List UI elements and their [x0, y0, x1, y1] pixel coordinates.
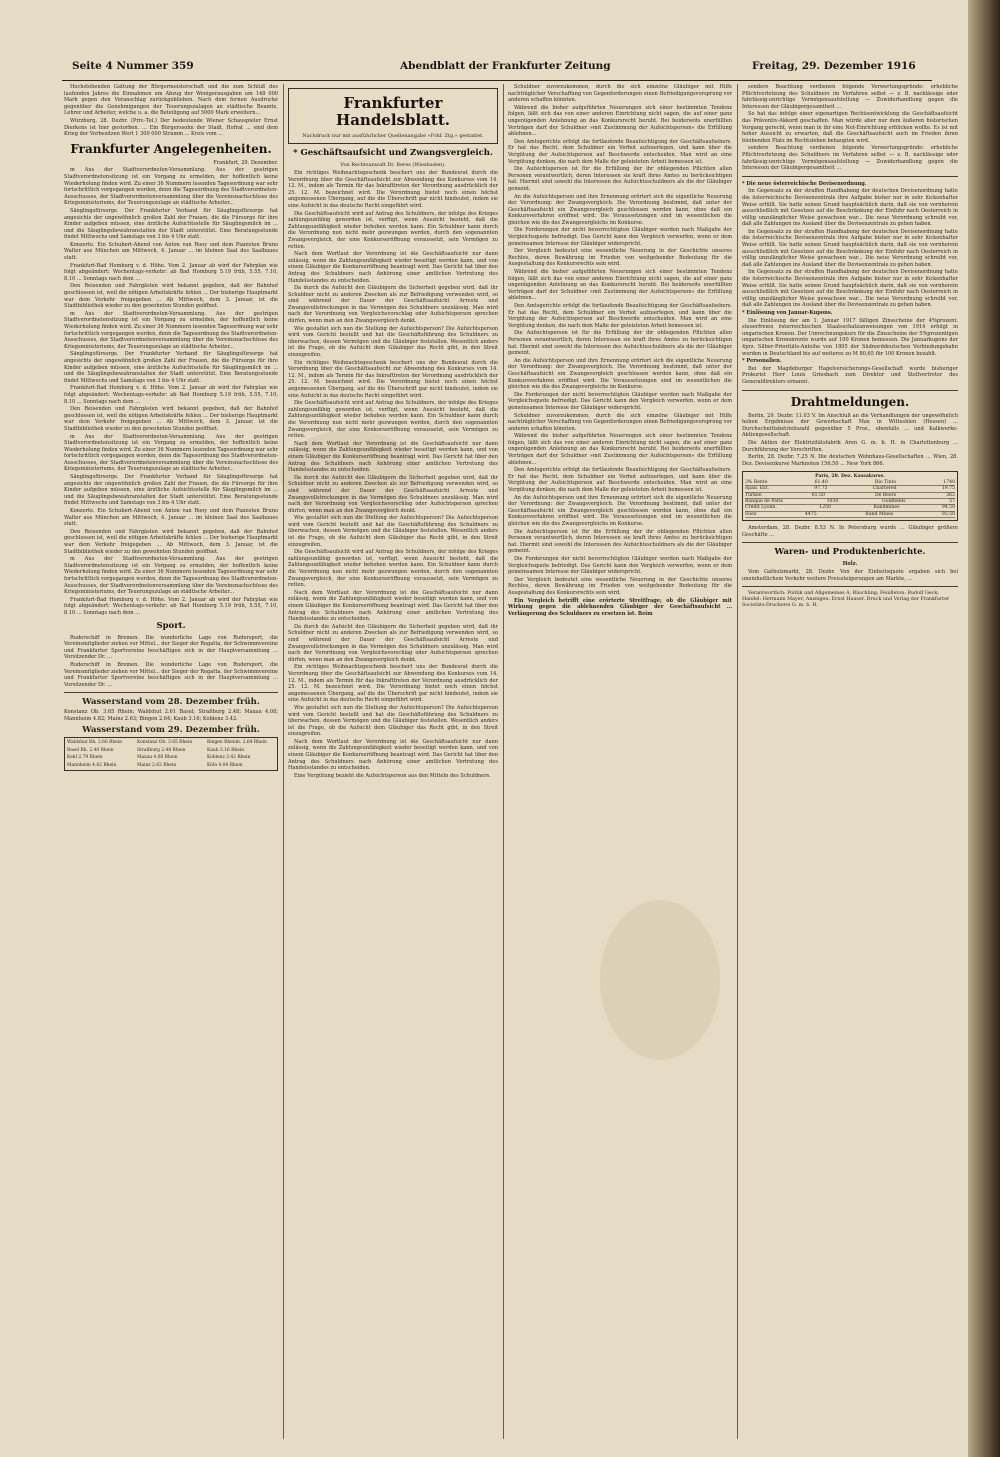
article-paragraph: Wie gestaltet sich nun die Stellung der Aufsichtsperson? Die Aufsichtsperson wird vom Gericht bestellt und hat die Geschäftsführung des Schuldners zu überwachen, dessen Vermögen und die Gläubiger feststellen. Wesentlich anders ist die Frage, ob die Aufsicht dem Gläubiger das Recht gibt, in den Streit einzugreifen. [288, 515, 498, 548]
issue-date-header: Freitag, 29. Dezember 1916 [752, 60, 916, 72]
article-paragraph: So hat das infolge einer eigenartigen Rechtsentwicklung die Geschäftsaufsicht das Präventiv-Akkord geschaffen. Man würde aber nur dem äußeren historischen Vorgang gerecht, wenn man in ihr eine Not-Einrichtung erblicken wollte. Es ist mit hoher Aussicht zu erwarten, daß die Geschäftsaufsicht auch im Frieden ihren bleibenden Platz im Rechtsleben behaupten wird. [742, 111, 958, 144]
sport-paragraph: Ruderschiff in Bremen. Die wunderliche Lage von Rudersport, die Vereinsmitglieder ziehen vor Mittel... der Sieger der Regatta, der Schwimmvereine und Frankfurter Sportvereine beschäftigen sich in der Hauptversammlung ... Vorsitzender Dr. ... [64, 661, 278, 688]
article-paragraph: m Aus der Stadtverordneten-Versammlung. Aus der gestrigen Stadtverordnetensitzung ist ein Vorgang zu ermelden, der hoffentlich keine Wiederholung finden wird. Zu einer 36 Nummern lesenden Tagesordnung war sehr fortschrittlich vorgegangen worden, denn die Tagesordnung des Stadtverordneten-Ausschusses, der Stadtverordnetenversammlung über die Vereinsnachschüsse des Kriegsministeriums, der Teuerungszulage an städtische Arbeiter... [64, 433, 278, 473]
article-paragraph: Den Reisenden und Fahrgästen wird bekannt gegeben, daß der Bahnhof geschlossen ist, weil die nötigen Arbeitskräfte fehlen ... Der bisherige Hauptmarkt war dem Verkehr freigegeben ... Ab Mittwoch, dem 3. Januar, ist die Stadtbibliothek wieder zu den gewohnten Stunden geöffnet. [64, 283, 278, 310]
article-paragraph: An die Aufsichtsperson und ihre Ernennung erörtert sich die eigentliche Neuerung der Verordnung: der Zwangsvergleich. Die Verordnung bestimmt, daß unter der Geschäftsaufsicht ein Zwangsvergleich geschlossen werden kann, ohne daß ein Konkursverfahren eröffnet wird. Die Voraussetzungen sind im wesentlichen die gleichen wie die des Zwangsvergleichs im Konkurse. [508, 357, 732, 391]
table-cell: Rio Tinto [874, 479, 897, 485]
water-level-cell: Basel Rh. 2.40 Rhein [67, 747, 114, 753]
article-paragraph: Den Amtsgerichte erfolgt die fortlaufende Beaufsichtigung der Geschäftsaufsehers. Er hat das Recht, dem Schuldner ein Verbot aufzuerlegen, und kann über die Vergütung der Aufsichtsperson auf Beschwerde entscheiden. Man wird an eine Vergütung denken, die nach dem Maße der geleisteten Arbeit bemessen ist. [508, 303, 732, 329]
water-level-cell: Konstanz Ob. 3.65 Rhein [137, 740, 193, 746]
water-level-cell: Bingen Rheinb. 2.64 Rhein [207, 740, 267, 746]
divider-line [742, 586, 958, 587]
article-paragraph: m Aus der Stadtverordneten-Versammlung. Aus der gestrigen Stadtverordnetensitzung ist ein Vorgang zu ermelden, der hoffentlich keine Wiederholung finden wird. Zu einer 36 Nummern lesenden Tagesordnung war sehr fortschrittlich vorgegangen worden, denn die Tagesordnung des Stadtverordneten-Ausschusses, der Stadtverordnetenversammlung über die Vereinsnachschüsse des Kriegsministeriums, der Teuerungszulage an städtische Arbeiter... [64, 556, 278, 596]
water-level-cell: Koblenz 3.42 Rhein [207, 755, 251, 761]
section-heading: Frankfurter Angelegenheiten. [70, 141, 272, 156]
paris-rates-heading: Paris, 28. Dez. Kassakurse. [815, 474, 885, 480]
water-level-cell: Mannheim 4.82 Rhein [67, 762, 117, 768]
article-paragraph: Die Forderungen der nicht bevorrechtigten Gläubiger werden nach Maßgabe der Vergleichsquote befriedigt. Das Gericht kann den Vergleich verwerfen, wenn er dem gemeinsamen Interesse der Gläubiger widerspricht. [508, 391, 732, 411]
commerce-section-heading: Frankfurter Handelsblatt. [336, 94, 450, 129]
sport-heading: Sport. [156, 620, 186, 631]
table-cell: Goldfields [882, 498, 906, 504]
wood-paragraph: Vom Gatholzmarkt, 28. Dezbr. Von der Einheitsquote ergaben sich bei uneinheitlichem Verkehr weitere Preissteigerungen am Markte, ... [742, 568, 958, 582]
table-cell: 1250 [819, 505, 831, 511]
table-cell: 19.75 [941, 486, 955, 492]
article-paragraph: Eine Vergütung bezieht die Aufsichtsperson aus den Mitteln des Schuldners. [294, 772, 491, 779]
article-paragraph: Den Amtsgerichte erfolgt die fortlaufende Beaufsichtigung der Geschäftsaufsehers. Er hat das Recht, dem Schuldner ein Verbot aufzuerlegen, und kann über die Vergütung der Aufsichtsperson auf Beschwerde entscheiden. Man wird an eine Vergütung denken, die nach dem Maße der geleisteten Arbeit bemessen ist. [508, 467, 732, 494]
intro-paragraph: Würzburg, 28. Dezbr. (Priv.-Tel.) Der bedeutende Wiener Schauspieler Ernst Dierkens ist hier gestorben. ... Ein Bürgerssohn der Stadt, Hofrat ... sind dem Krieg der Vorbesitzen Wert 1 300 000 Stramm ... Kreis vom ... [64, 117, 278, 138]
table-cell: Türken [745, 492, 762, 498]
table-cell: Randmines [873, 505, 900, 511]
header-rule [62, 80, 932, 81]
article-paragraph: m Aus der Stadtverordneten-Versammlung. Aus der gestrigen Stadtverordnetensitzung ist ein Vorgang zu ermelden, der hoffentlich keine Wiederholung finden wird. Zu einer 36 Nummern lesenden Tagesordnung war sehr fortschrittlich vorgegangen worden, denn die Tagesordnung des Stadtverordneten-Ausschusses, der Stadtverordnetenversammlung über die Vereinsnachschüsse des Kriegsministeriums, der Teuerungszulage an städtische Arbeiter... [64, 167, 278, 207]
article-paragraph: Die Aufsichtsperson ist für die Erfüllung der ihr obliegenden Pflichten allen Personen verantwortlich, deren Interessen sie kraft ihres Amtes zu berücksichtigen hat. Hiermit sind sowohl die Interessen des Aufsichtsschuldners als die der Gläubiger gemeint. [508, 330, 732, 357]
article-paragraph: Nach dem Wortlaut der Verordnung ist die Geschäftsaufsicht nur dann zulässig, wenn die Zahlungsunfähigkeit wieder beseitigt werden kann, und von einem Gläubiger die Konkurseröffnung beantragt wird. Das Gericht hat über den Antrag des Schuldners nach Anhörung einer amtlichen Vertretung des Handelsstandes zu entscheiden. [288, 589, 498, 623]
column-local-news [64, 84, 278, 1434]
article-paragraph: Nach dem Wortlaut der Verordnung ist die Geschäftsaufsicht nur dann zulässig, wenn die Zahlungsunfähigkeit wieder beseitigt werden kann, und von einem Gläubiger die Konkurseröffnung beantragt wird. Das Gericht hat über den Antrag des Schuldners nach Anhörung einer amtlichen Vertretung des Handelsstandes zu entscheiden. [288, 440, 498, 474]
article-paragraph: Nach dem Wortlaut der Verordnung ist die Geschäftsaufsicht nur dann zulässig, wenn die Zahlungsunfähigkeit wieder beseitigt werden kann, und von einem Gläubiger die Konkurseröffnung beantragt wird. Das Gericht hat über den Antrag des Schuldners nach Anhörung einer amtlichen Vertretung des Handelsstandes zu entscheiden. [288, 251, 498, 284]
telegram-paragraph: Die Aktien der Elektrizitätsfabrik Aren G. m. b. H. in Charlottenburg ... Durchführung der Vorschriften. [742, 439, 958, 453]
water-level-cell: Köln 4.04 Rhein [207, 762, 243, 768]
column-footer-text: Ein Vergleich betrifft eine erörterte Streitfrage; ob die Gläubiger mit Wirkung gegen die ablehnenden Gläubiger der Geschäftsaufsicht ... Verlängerung des Schuldners zu ersetzen ist. Beim [508, 597, 732, 617]
divider-line [742, 176, 958, 177]
article-paragraph: Während die bisher aufgeführten Neuerungen sich einer bestimmten Tendenz folgen, läßt sich das von einer anderen Einrichtung nicht sagen, die auf einer ganz ungenügenden Anlehnung an das Konkursrecht beruht. Bei beiderseits unerfüllten Verträgen darf der Schuldner »mit Zustimmung der Aufsichtsperson« die Erfüllung ablehnen... [508, 269, 732, 302]
column-divider [503, 84, 504, 1439]
article-paragraph: Die Geschäftsaufsicht wird auf Antrag des Schuldners, der infolge des Krieges zahlungsunfähig geworden ist, verfügt, wenn Aussicht besteht, daß die Zahlungsunfähigkeit wieder behoben werden kann. Ein Schuldner kann durch die Verordnung nun nicht mehr gezwungen werden, durch den sogenannten Zwangsvergleich, der eine Konkurseröffnung voraussetzt, sein Vermögen zu retten. [288, 210, 498, 250]
table-cell: 94.50 [941, 505, 955, 511]
divider-line [64, 692, 278, 693]
article-paragraph: Ein richtiges Weihnachtsgeschenk beschert uns der Bundesrat durch die Verordnung über die Geschäftsaufsicht zur Abwendung des Konkurses vom 14. 12. M., indem als Termin für das Inkrafttreten der Verordnung ausdrücklich der 25. 12. M. bezeichnet wird. Die Verordnung bietet noch einen höchst angemessenen Übergang, auf die die Überschrift gar nicht hindeutet, indem sie eine Aufsicht in das deutsche Recht eingeführt wird. [288, 170, 498, 209]
januar-heading: * Einlösung von Januar-Kupons. [742, 310, 833, 316]
sport-paragraph: Ruderschiff in Bremen. Die wunderliche Lage von Rudersport, die Vereinsmitglieder ziehen vor Mittel... der Sieger der Regatta, der Schwimmvereine und Frankfurter Sportvereine beschäftigen sich in der Hauptversammlung ... Vorsitzender Dr. ... [64, 634, 278, 661]
table-cell: Chartered [872, 486, 897, 492]
article-paragraph: Sänglingsfürsorge. Der Frankfurter Verband für Säuglingsfürsorge hat angesichts der ungewöhnlich großen Zahl der Frauen, die die Fürsorge für ihre Kinder aufgeben müssen, eine ärztliche Aufsichtsstelle für Säuglingsmilch im ... und die Säuglingsbewahranstalten der Stadt unterstützt. Eine Beratungsstunde findet Mittwochs und Samstags von 3 bis 4 Uhr statt. [64, 207, 278, 241]
masthead-title: Abendblatt der Frankfurter Zeitung [400, 60, 611, 72]
commerce-masthead-box [288, 88, 498, 144]
page-number-header: Seite 4 Nummer 359 [72, 60, 194, 72]
table-cell: Banque de Paris [745, 498, 783, 504]
paris-rates-table [742, 471, 958, 521]
telegram-heading: Drahtmeldungen. [790, 394, 910, 409]
column-commerce [288, 84, 498, 1434]
table-cell: Suez [745, 511, 757, 517]
commodities-heading: Waren- und Produktenberichte. [774, 547, 926, 558]
article-paragraph: Die Aufsichtsperson ist für die Erfüllung der ihr obliegenden Pflichten allen Personen verantwortlich, deren Interessen sie kraft ihres Amtes zu berücksichtigen hat. Hiermit sind sowohl die Interessen des Aufsichtsschuldners als die der Gläubiger gemeint. [508, 166, 732, 192]
article-paragraph: An die Aufsichtsperson und ihre Ernennung erörtert sich die eigentliche Neuerung der Verordnung: der Zwangsvergleich. Die Verordnung bestimmt, daß unter der Geschäftsaufsicht ein Zwangsvergleich geschlossen werden kann, ohne daß ein Konkursverfahren eröffnet wird. Die Voraussetzungen sind im wesentlichen die gleichen wie die des Zwangsvergleichs im Konkurse. [508, 193, 732, 226]
article-paragraph: Da durch die Aufsicht den Gläubigern die Sicherheit gegeben wird, daß ihr Schuldner nicht zu anderen Zwecken als zur Befriedigung verwenden wird, so sind während der Dauer der Geschäftsaufsicht Arreste und Zwangsvollstreckungen in das Vermögen des Schuldners unzulässig. Man wird nach der Verordnung von Vergleichsvorschlag oder Aufsichtsperson sprechen dürfen, wenn man an den Zwangsvergleich denkt. [288, 285, 498, 325]
article-paragraph: Ein richtiges Weihnachtsgeschenk beschert uns der Bundesrat durch die Verordnung über die Geschäftsaufsicht zur Abwendung des Konkurses vom 14. 12. M., indem als Termin für das Inkrafttreten der Verordnung ausdrücklich der 25. 12. M. bezeichnet wird. Die Verordnung bietet noch einen höchst angemessenen Übergang, auf die die Überschrift gar nicht hindeutet, indem sie eine Aufsicht in das deutsche Recht eingeführt wird. [288, 359, 498, 399]
dateline: Frankfurt, 29. Dezember. [213, 159, 278, 166]
article-paragraph: Die Forderungen der nicht bevorrechtigten Gläubiger werden nach Maßgabe der Vergleichsquote befriedigt. Das Gericht kann den Vergleich verwerfen, wenn er dem gemeinsamen Interesse der Gläubiger widerspricht. [508, 555, 732, 576]
article-paragraph: Da durch die Aufsicht den Gläubigern die Sicherheit gegeben wird, daß ihr Schuldner nicht zu anderen Zwecken als zur Befriedigung verwenden wird, so sind während der Dauer der Geschäftsaufsicht Arreste und Zwangsvollstreckungen in das Vermögen des Schuldners unzulässig. Man wird nach der Verordnung von Vergleichsvorschlag oder Aufsichtsperson sprechen dürfen, wenn man an den Zwangsvergleich denkt. [288, 474, 498, 514]
article-byline: Von Rechtsanwalt Dr. Beres (Wiesbaden). [340, 162, 446, 168]
article-paragraph: Frankfurt-Bad Homburg v. d. Höhe. Vom 2. Januar ab wird der Fahrplan wie folgt abgeändert: Wochentags-verkehr: ab Bad Homburg 5.19 früh, 5.55, 7.10, 8.10 ... Sonntags nach dem ... [64, 262, 278, 282]
article-paragraph: Während die bisher aufgeführten Neuerungen sich einer bestimmten Tendenz folgen, läßt sich das von einer anderen Einrichtung nicht sagen, die auf einer ganz ungenügenden Anlehnung an das Konkursrecht beruht. Bei beiderseits unerfüllten Verträgen darf der Schuldner »mit Zustimmung der Aufsichtsperson« die Erfüllung ablehnen... [508, 433, 732, 466]
article-paragraph: Wie gestaltet sich nun die Stellung der Aufsichtsperson? Die Aufsichtsperson wird vom Gericht bestellt und hat die Geschäftsführung des Schuldners zu überwachen, dessen Vermögen und die Gläubiger feststellen. Wesentlich anders ist die Frage, ob die Aufsicht dem Gläubiger das Recht gibt, in den Streit einzugreifen. [288, 325, 498, 359]
water-level-cell: Kaub 3.16 Rhein [207, 747, 245, 753]
article-paragraph: Konzerte. Ein Schubert-Abend von Anton van Rooy und dem Pianisten Bruno Walter aus München am Mittwoch, 4. Januar ... im kleinen Saal des Saalbaues statt. [64, 241, 278, 262]
article-paragraph: Nach dem Wortlaut der Verordnung ist die Geschäftsaufsicht nur dann zulässig, wenn die Zahlungsunfähigkeit wieder beseitigt werden kann, und von einem Gläubiger die Konkurseröffnung beantragt wird. Das Gericht hat über den Antrag des Schuldners nach Anhörung einer amtlichen Vertretung des Handelsstandes zu entscheiden. [288, 738, 498, 772]
wood-heading: Holz. [842, 561, 858, 568]
divider-line [742, 390, 958, 391]
article-paragraph: Der Vergleich bedeutet eine wesentliche Neuerung in der Geschichte unseres Rechtes, deren Bewährung im Frieden von weitgehender Bedeutung für die Ausgestaltung des Konkursrechts sein wird. [508, 576, 732, 596]
water-level-cell: Straßburg 2.48 Rhein [137, 747, 186, 753]
article-paragraph: m Aus der Stadtverordneten-Versammlung. Aus der gestrigen Stadtverordnetensitzung ist ein Vorgang zu ermelden, der hoffentlich keine Wiederholung finden wird. Zu einer 36 Nummern lesenden Tagesordnung war sehr fortschrittlich vorgegangen worden, denn die Tagesordnung des Stadtverordneten-Ausschusses, der Stadtverordnetenversammlung über die Vereinsnachschüsse des Kriegsministeriums, der Teuerungszulage an städtische Arbeiter... [64, 310, 278, 350]
personalien-heading: * Personalien. [742, 358, 782, 365]
article-paragraph: sondere Beachtung verdienen folgende Verwertungsgründe: erhebliche Pflichtverletzung des Schuldners im Verfahren selbst — z. B. nachlässige oder fahrlässig-unrichtige Vermögensaufstellung — Zuwiderhandlung gegen die Interessen der Gläubigergesamtheit ... [742, 145, 958, 172]
water-level-cell: Mainz 2.63 Rhein [137, 762, 177, 768]
table-cell: 362 [946, 492, 955, 498]
water-level-line: Konstanz Ob. 3.65 Rhein; Waldshut 2.61 Basel; Straßburg 2.48; Maxau 4.08; Mannheim 4.82; Mainz 2.63; Bingen 2.64; Kaub 3.16; Koblenz 3.42. [64, 709, 278, 722]
article-paragraph: Den Reisenden und Fahrgästen wird bekannt gegeben, daß der Bahnhof geschlossen ist, weil die nötigen Arbeitskräfte fehlen ... Der bisherige Hauptmarkt war dem Verkehr freigegeben ... Ab Mittwoch, dem 3. Januar, ist die Stadtbibliothek wieder zu den gewohnten Stunden geöffnet. [64, 528, 278, 555]
column-divider [737, 84, 738, 1439]
article-paragraph: Während die bisher aufgeführten Neuerungen sich einer bestimmten Tendenz folgen, läßt sich das von einer anderen Einrichtung nicht sagen, die auf einer ganz ungenügenden Anlehnung an das Konkursrecht beruht. Bei beiderseits unerfüllten Verträgen darf der Schuldner »mit Zustimmung der Aufsichtsperson« die Erfüllung ablehnen... [508, 104, 732, 138]
telegram-paragraph: Amsterdam, 28. Dezbr. 8.53 N. In Petersburg wurde ... Gläubiger größere Geschäfte ... [742, 525, 958, 538]
table-row [745, 512, 955, 518]
divider-line [742, 542, 958, 543]
article-paragraph: Ein richtiges Weihnachtsgeschenk beschert uns der Bundesrat durch die Verordnung über die Geschäftsaufsicht zur Abwendung des Konkurses vom 14. 12. M., indem als Termin für das Inkrafttreten der Verordnung ausdrücklich der 25. 12. M. bezeichnet wird. Die Verordnung bietet noch einen höchst angemessenen Übergang, auf die die Überschrift gar nicht hindeutet, indem sie eine Aufsicht in das deutsche Recht eingeführt wird. [288, 664, 498, 704]
personalien-paragraph: Bei der Magdeburger Hagelversicherungs-Gesellschaft wurde bisheriger Prokurist Herr Louis Griesbach zum Direktor und Stellvertreter des Generaldirektors ernannt. [742, 365, 958, 385]
article-paragraph: Die Forderungen der nicht bevorrechtigten Gläubiger werden nach Maßgabe der Vergleichsquote befriedigt. Das Gericht kann den Vergleich verwerfen, wenn er dem gemeinsamen Interesse der Gläubiger widerspricht. [508, 227, 732, 247]
article-paragraph: Konzerte. Ein Schubert-Abend von Anton van Rooy und dem Pianisten Bruno Walter aus München am Mittwoch, 4. Januar ... im kleinen Saal des Saalbaues statt. [64, 508, 278, 528]
article-paragraph: Schuldner zuvorzukommen, durch die sich einzelne Gläubiger mit Hilfe nachträglicher Verschaffung von Gegenforderungen einen Befriedigungsvorsprung vor anderen schaffen könnten. [508, 412, 732, 432]
article-paragraph: Den Reisenden und Fahrgästen wird bekannt gegeben, daß der Bahnhof geschlossen ist, weil die nötigen Arbeitskräfte fehlen ... Der bisherige Hauptmarkt war dem Verkehr freigegeben ... Ab Mittwoch, dem 3. Januar, ist die Stadtbibliothek wieder zu den gewohnten Stunden geöffnet. [64, 406, 278, 432]
devisen-heading: * Die neue österreichische Devisenordnung. [742, 180, 867, 187]
article-paragraph: Sänglingsfürsorge. Der Frankfurter Verband für Säuglingsfürsorge hat angesichts der ungewöhnlich großen Zahl der Frauen, die die Fürsorge für ihre Kinder aufgeben müssen, eine ärztliche Aufsichtsstelle für Säuglingsmilch im ... und die Säuglingsbewahranstalten der Stadt unterstützt. Eine Beratungsstunde findet Mittwochs und Samstags von 3 bis 4 Uhr statt. [64, 351, 278, 384]
table-cell: Rand Mines [865, 511, 894, 517]
januar-paragraph: Die Einlösung der am 1. Januar 1917 fälligen Zinsscheine der 4%prozent. steuerfreien österreichischen Staatsschatzanweisungen von 1914 erfolgt in ungarischen Kronen. Der Umrechnungskurs für die Zinsscheine der 5%prozentigen ungarischen Kronenrente wurde auf 100 Kronen bemessen. Die Januarkupons der 4prz. Silber-Prioritäts-Anleihe von 1895 der Südnorddeutschen Verbindungsbahn werden in Deutschland bis auf weiteres zu M 80,65 für 100 Kronen bezahlt. [742, 317, 958, 357]
table-cell: De Beers [874, 492, 897, 498]
devisen-paragraph: Im Gegensatz zu der straffen Handhabung der deutschen Devisenordnung hatte die österreichische Devisenzentrale ihre Aufgabe bisher nur in sehr lückenhafter Weise erfüllt. Sie hatte seinen Grund hauptsächlich darin, daß sie von vornherein ausschließlich mit Gesetzen auf die Beschränkung der Einfuhr nach Oesterreich in völlig unzulänglicher Weise gewachsen war... Die neue Verordnung schreibt vor, daß alle Zahlungen ins Ausland über die Devisenzentrale zu gehen haben. [742, 188, 958, 228]
imprint: Verantwortlich: Politik und Allgemeines A. Rüschling; Feuilleton: Rudolf Geck; Handel: Hermann Mayer; Anzeigen: Ernst Hauser. Druck und Verlag der Frankfurter Societäts-Druckerei G. m. b. H. [742, 591, 950, 609]
column-commerce-continued [508, 84, 732, 1434]
column-markets [742, 84, 958, 1434]
article-paragraph: Die Geschäftsaufsicht wird auf Antrag des Schuldners, der infolge des Krieges zahlungsunfähig geworden ist, verfügt, wenn Aussicht besteht, daß die Zahlungsunfähigkeit wieder behoben werden kann. Ein Schuldner kann durch die Verordnung nun nicht mehr gezwungen werden, durch den sogenannten Zwangsvergleich, der eine Konkurseröffnung voraussetzt, sein Vermögen zu retten. [288, 400, 498, 440]
table-cell: 93.50 [941, 511, 955, 517]
table-cell: 61.50 [811, 492, 825, 498]
article-paragraph: An die Aufsichtsperson und ihre Ernennung erörtert sich die eigentliche Neuerung der Verordnung: der Zwangsvergleich. Die Verordnung bestimmt, daß unter der Geschäftsaufsicht ein Zwangsvergleich geschlossen werden kann, ohne daß ein Konkursverfahren eröffnet wird. Die Voraussetzungen sind im wesentlichen die gleichen wie die des Zwangsvergleichs im Konkurse. [508, 494, 732, 527]
devisen-paragraph: Im Gegensatz zu der straffen Handhabung der deutschen Devisenordnung hatte die österreichische Devisenzentrale ihre Aufgabe bisher nur in sehr lückenhafter Weise erfüllt. Sie hatte seinen Grund hauptsächlich darin, daß sie von vornherein ausschließlich mit Gesetzen auf die Beschränkung der Einfuhr nach Oesterreich in völlig unzulänglicher Weise gewachsen war... Die neue Verordnung schreibt vor, daß alle Zahlungen ins Ausland über die Devisenzentrale zu gehen haben. [742, 228, 958, 268]
article-paragraph: Die Aufsichtsperson ist für die Erfüllung der ihr obliegenden Pflichten allen Personen verantwortlich, deren Interessen sie kraft ihres Amtes zu berücksichtigen hat. Hiermit sind sowohl die Interessen des Aufsichtsschuldners als die der Gläubiger gemeint. [508, 528, 732, 555]
water-level-heading: Wasserstand vom 29. Dezember früh. [82, 725, 260, 736]
article-paragraph: Wie gestaltet sich nun die Stellung der Aufsichtsperson? Die Aufsichtsperson wird vom Gericht bestellt und hat die Geschäftsführung des Schuldners zu überwachen, dessen Vermögen und die Gläubiger feststellen. Wesentlich anders ist die Frage, ob die Aufsicht dem Gläubiger das Recht gibt, in den Streit einzugreifen. [288, 704, 498, 738]
commerce-subline: Nachdruck nur mit ausführlicher Quellenangabe »Frkf. Ztg.« gestattet. [302, 133, 484, 139]
article-paragraph: Den Amtsgerichte erfolgt die fortlaufende Beaufsichtigung der Geschäftsaufsehers. Er hat das Recht, dem Schuldner ein Verbot aufzuerlegen, und kann über die Vergütung der Aufsichtsperson auf Beschwerde entscheiden. Man wird an eine Vergütung denken, die nach dem Maße der geleisteten Arbeit bemessen ist. [508, 138, 732, 165]
devisen-paragraph: Im Gegensatz zu der straffen Handhabung der deutschen Devisenordnung hatte die österreichische Devisenzentrale ihre Aufgabe bisher nur in sehr lückenhafter Weise erfüllt. Sie hatte seinen Grund hauptsächlich darin, daß sie von vornherein ausschließlich mit Gesetzen auf die Beschränkung der Einfuhr nach Oesterreich in völlig unzulänglicher Weise gewachsen war... Die neue Verordnung schreibt vor, daß alle Zahlungen ins Ausland über die Devisenzentrale zu gehen haben. [742, 269, 958, 309]
table-cell: 57 [949, 498, 955, 504]
water-level-table [64, 737, 278, 771]
table-cell: Span. Ext. [745, 486, 769, 492]
telegram-paragraph: Berlin, 28. Dezbr. 7.25 N. Die deutschen Wohnhaus-Gesellschaften ... Wien, 28. Dez. Devisenkurse Marknoten 156.50 ... New York 866. [742, 454, 958, 467]
table-cell: 97.75 [814, 486, 828, 492]
article-paragraph: sondere Beachtung verdienen folgende Verwertungsgründe: erhebliche Pflichtverletzung des Schuldners im Verfahren selbst — z. B. nachlässige oder fahrlässig-unrichtige Vermögensaufstellung — Zuwiderhandlung gegen die Interessen der Gläubigergesamtheit ... [742, 84, 958, 110]
article-paragraph: Frankfurt-Bad Homburg v. d. Höhe. Vom 2. Januar ab wird der Fahrplan wie folgt abgeändert: Wochentags-verkehr: ab Bad Homburg 5.19 früh, 5.55, 7.10, 8.10 ... Sonntags nach dem ... [64, 385, 278, 405]
article-paragraph: Schuldner zuvorzukommen, durch die sich einzelne Gläubiger mit Hilfe nachträglicher Verschaffung von Gegenforderungen einen Befriedigungsvorsprung vor anderen schaffen könnten. [508, 84, 732, 104]
article-heading: * Geschäftsaufsicht und Zwangsvergleich. [293, 148, 493, 158]
column-divider [283, 84, 284, 1439]
intro-paragraph: Hochstehenden Gattung der Bürgermeisterschaft und die zum Schluß des laufenden Jahres die Einnahmen um Abzug der Wenigerausgaben um 148 000 Mark gegen den Voranschlag zurückgeblieben. Nach dem fernen Ausdrucke gegenüber die Genehmigungen der Teuerungszulagen an städtische Beamte, Lehrer und Arbeiter, welche u. a. die Beteiligung auf 5000 Mark erweitern... [64, 84, 278, 117]
telegram-paragraph: Berlin, 29. Dezbr. 11.03 V. Im Anschluß an die Verhandlungen der ungewöhnlich hohen Ergebnisse der Gewerkschaft Max in Witteshlen (Hessen) ... Durchschnittsbetriebszahl gegenüber 5 Proz., ebenfalls ... und Kalkwerke-Aktiengesellschaft. [742, 412, 958, 439]
water-level-cell: Waldshut Rh. 2.66 Rhein [67, 740, 123, 746]
table-cell: 61.40 [814, 479, 828, 485]
water-level-heading: Wasserstand vom 28. Dezember früh. [82, 697, 260, 708]
article-paragraph: Da durch die Aufsicht den Gläubigern die Sicherheit gegeben wird, daß ihr Schuldner nicht zu anderen Zwecken als zur Befriedigung verwenden wird, so sind während der Dauer der Geschäftsaufsicht Arreste und Zwangsvollstreckungen in das Vermögen des Schuldners unzulässig. Man wird nach der Verordnung von Vergleichsvorschlag oder Aufsichtsperson sprechen dürfen, wenn man an den Zwangsvergleich denkt. [288, 623, 498, 663]
water-level-cell: Maxau 4.08 Rhein [137, 755, 178, 761]
table-cell: 4475 [804, 511, 817, 517]
article-paragraph: Sänglingsfürsorge. Der Frankfurter Verband für Säuglingsfürsorge hat angesichts der ungewöhnlich großen Zahl der Frauen, die die Fürsorge für ihre Kinder aufgeben müssen, eine ärztliche Aufsichtsstelle für Säuglingsmilch im ... und die Säuglingsbewahranstalten der Stadt unterstützt. Eine Beratungsstunde findet Mittwochs und Samstags von 3 bis 4 Uhr statt. [64, 474, 278, 507]
water-level-cell: Kehl 2.79 Rhein [67, 755, 103, 761]
article-paragraph: Frankfurt-Bad Homburg v. d. Höhe. Vom 2. Januar ab wird der Fahrplan wie folgt abgeändert: Wochentags-verkehr: ab Bad Homburg 5.19 früh, 5.55, 7.10, 8.10 ... Sonntags nach dem ... [64, 596, 278, 616]
table-cell: 1740 [943, 479, 955, 485]
table-cell: 3% Rente [745, 479, 768, 485]
table-cell: 1030 [826, 498, 839, 504]
article-paragraph: Die Geschäftsaufsicht wird auf Antrag des Schuldners, der infolge des Krieges zahlungsunfähig geworden ist, verfügt, wenn Aussicht besteht, daß die Zahlungsunfähigkeit wieder behoben werden kann. Ein Schuldner kann durch die Verordnung nun nicht mehr gezwungen werden, durch den sogenannten Zwangsvergleich, der eine Konkurseröffnung voraussetzt, sein Vermögen zu retten. [288, 549, 498, 589]
article-paragraph: Der Vergleich bedeutet eine wesentliche Neuerung in der Geschichte unseres Rechtes, deren Bewährung im Frieden von weitgehender Bedeutung für die Ausgestaltung des Konkursrechts sein wird. [508, 248, 732, 268]
book-binding-edge [968, 0, 1000, 1457]
table-cell: Crédit Lyonn. [745, 505, 777, 511]
